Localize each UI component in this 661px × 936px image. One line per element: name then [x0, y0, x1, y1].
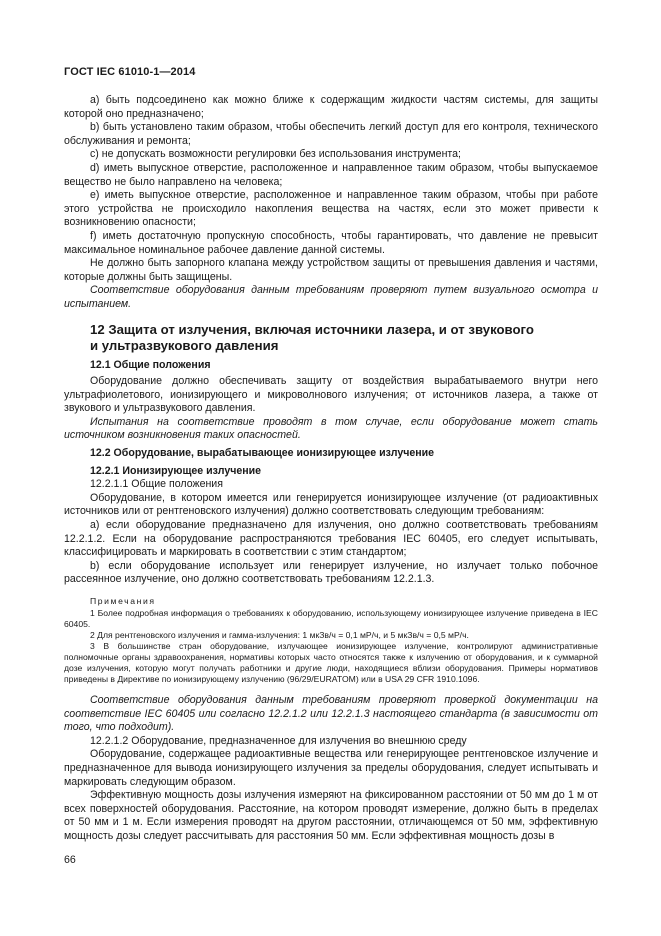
paragraph: b) быть установлено таким образом, чтобы обеспечить легкий доступ для его контроля, технического обслуживания и ремонта; — [64, 121, 598, 147]
paragraph: Оборудование, содержащее радиоактивные вещества или генерирующее рентгеновское излучение и предназначенное для вывода ионизирующего излучения за пределы оборудования, следует испытывать и маркировать следующим образом. — [64, 748, 598, 788]
paragraph: Не должно быть запорного клапана между устройством защиты от превышения давления и частями, которые должны быть защищены. — [64, 257, 598, 283]
section-12-heading-line1: 12 Защита от излучения, включая источники лазера, и от звукового — [90, 321, 534, 337]
section-12-heading — [90, 322, 598, 354]
section-12-1-heading: 12.1 Общие положения — [90, 358, 211, 371]
notes-block — [64, 596, 598, 685]
section-12-heading-line2: и ультразвукового давления — [90, 337, 279, 353]
compliance-paragraph: Соответствие оборудования данным требованиям проверяют путем визуального осмотра и испытанием. — [64, 284, 598, 310]
page-number: 66 — [64, 854, 76, 866]
compliance-paragraph: Испытания на соответствие проводят в том случае, если оборудование может стать источником возникновения таких опасностей. — [64, 415, 598, 442]
note-item: 3 В большинстве стран оборудование, излучающее ионизирующее излучение, контролируют административные полномочные органы здравоохранения, нормативы которых часто относятся также к излучению от оборудования, и к суммарной дозе излучения, которую могут получать работники и другие люди, находящиеся вблизи оборудования. Примеры нормативов приведены в Директиве по ионизирующему излучению (96/29/EURATOM) или в USA 29 CFR 1910.1096. — [64, 641, 598, 684]
paragraph: Эффективную мощность дозы излучения измеряют на фиксированном расстоянии от 50 мм до 1 м от всех поверхностей оборудования. Расстояние, на котором проводят измерение, должно быть в пределах от 50 мм и 1 м. Если измерения проводят на другом расстоянии, отличающемся от 50 мм, эффективную мощность дозы следует рассчитывать для расстояния 50 мм. Если эффективная мощность дозы в — [64, 789, 598, 842]
paragraph: d) иметь выпускное отверстие, расположенное и направленное таким образом, чтобы выпускаемое вещество не было направлено на человека; — [64, 161, 598, 188]
notes-title: Примечания — [90, 596, 156, 606]
top-list — [64, 94, 598, 312]
note-item: 2 Для рентгеновского излучения и гамма-излучения: 1 мкЗв/ч = 0,1 мР/ч, и 5 мкЗв/ч = 0,5 мР/ч. — [90, 630, 469, 640]
paragraph: a) если оборудование предназначено для излучения, оно должно соответствовать требованиям 12.2.1.2. Если на оборудование распространяются требования IEC 60405, его следует испытывать, классифицировать и маркировать в соответствии с этим стандартом; — [64, 519, 598, 559]
document-body — [64, 94, 598, 844]
note-item: 1 Более подробная информация о требованиях к оборудованию, использующему ионизирующее излучение приведена в IEC 60405. — [64, 608, 598, 629]
paragraph: e) иметь выпускное отверстие, расположенное и направленное таким образом, чтобы при работе этого устройства не происходило накопления вещества на частях, если это может привести к возникновению опасности; — [64, 189, 598, 229]
section-12-2-1-2-heading: 12.2.1.2 Оборудование, предназначенное для излучения во внешнюю среду — [90, 734, 467, 747]
section-12-2-1-1-heading: 12.2.1.1 Общие положения — [90, 478, 223, 491]
paragraph: c) не допускать возможности регулировки без использования инструмента; — [90, 148, 461, 161]
paragraph: Оборудование должно обеспечивать защиту от воздействия вырабатываемого внутри него ультрафиолетового, ионизирующего и микроволнового излучения; от источников лазера, а также от звукового и ультразвукового давления. — [64, 375, 598, 415]
section-12-2-heading: 12.2 Оборудование, вырабатывающее ионизирующее излучение — [90, 447, 435, 460]
paragraph: b) если оборудование использует или генерирует излучение, но излучает только побочное рассеянное излучение, оно должно соответствовать требованиям 12.2.1.3. — [64, 559, 598, 586]
paragraph: Оборудование, в котором имеется или генерируется ионизирующее излучение (от радиоактивных источников или от рентгеновского излучения) должно соответствовать следующим требованиям: — [64, 491, 598, 518]
document-header: ГОСТ IEC 61010-1—2014 — [64, 66, 196, 78]
section-12-2-1-heading: 12.2.1 Ионизирующее излучение — [90, 464, 262, 477]
paragraph: a) быть подсоединено как можно ближе к содержащим жидкости частям системы, для защиты которой оно предназначено; — [64, 94, 598, 120]
paragraph: f) иметь достаточную пропускную способность, чтобы гарантировать, что давление не превысит максимальное номинальное рабочее давление данной системы. — [64, 229, 598, 256]
compliance-paragraph: Соответствие оборудования данным требованиям проверяют проверкой документации на соответствие IEC 60405 или согласно 12.2.1.2 или 12.2.1.3 настоящего стандарта (в зависимости от того, что подходит). — [64, 694, 598, 734]
